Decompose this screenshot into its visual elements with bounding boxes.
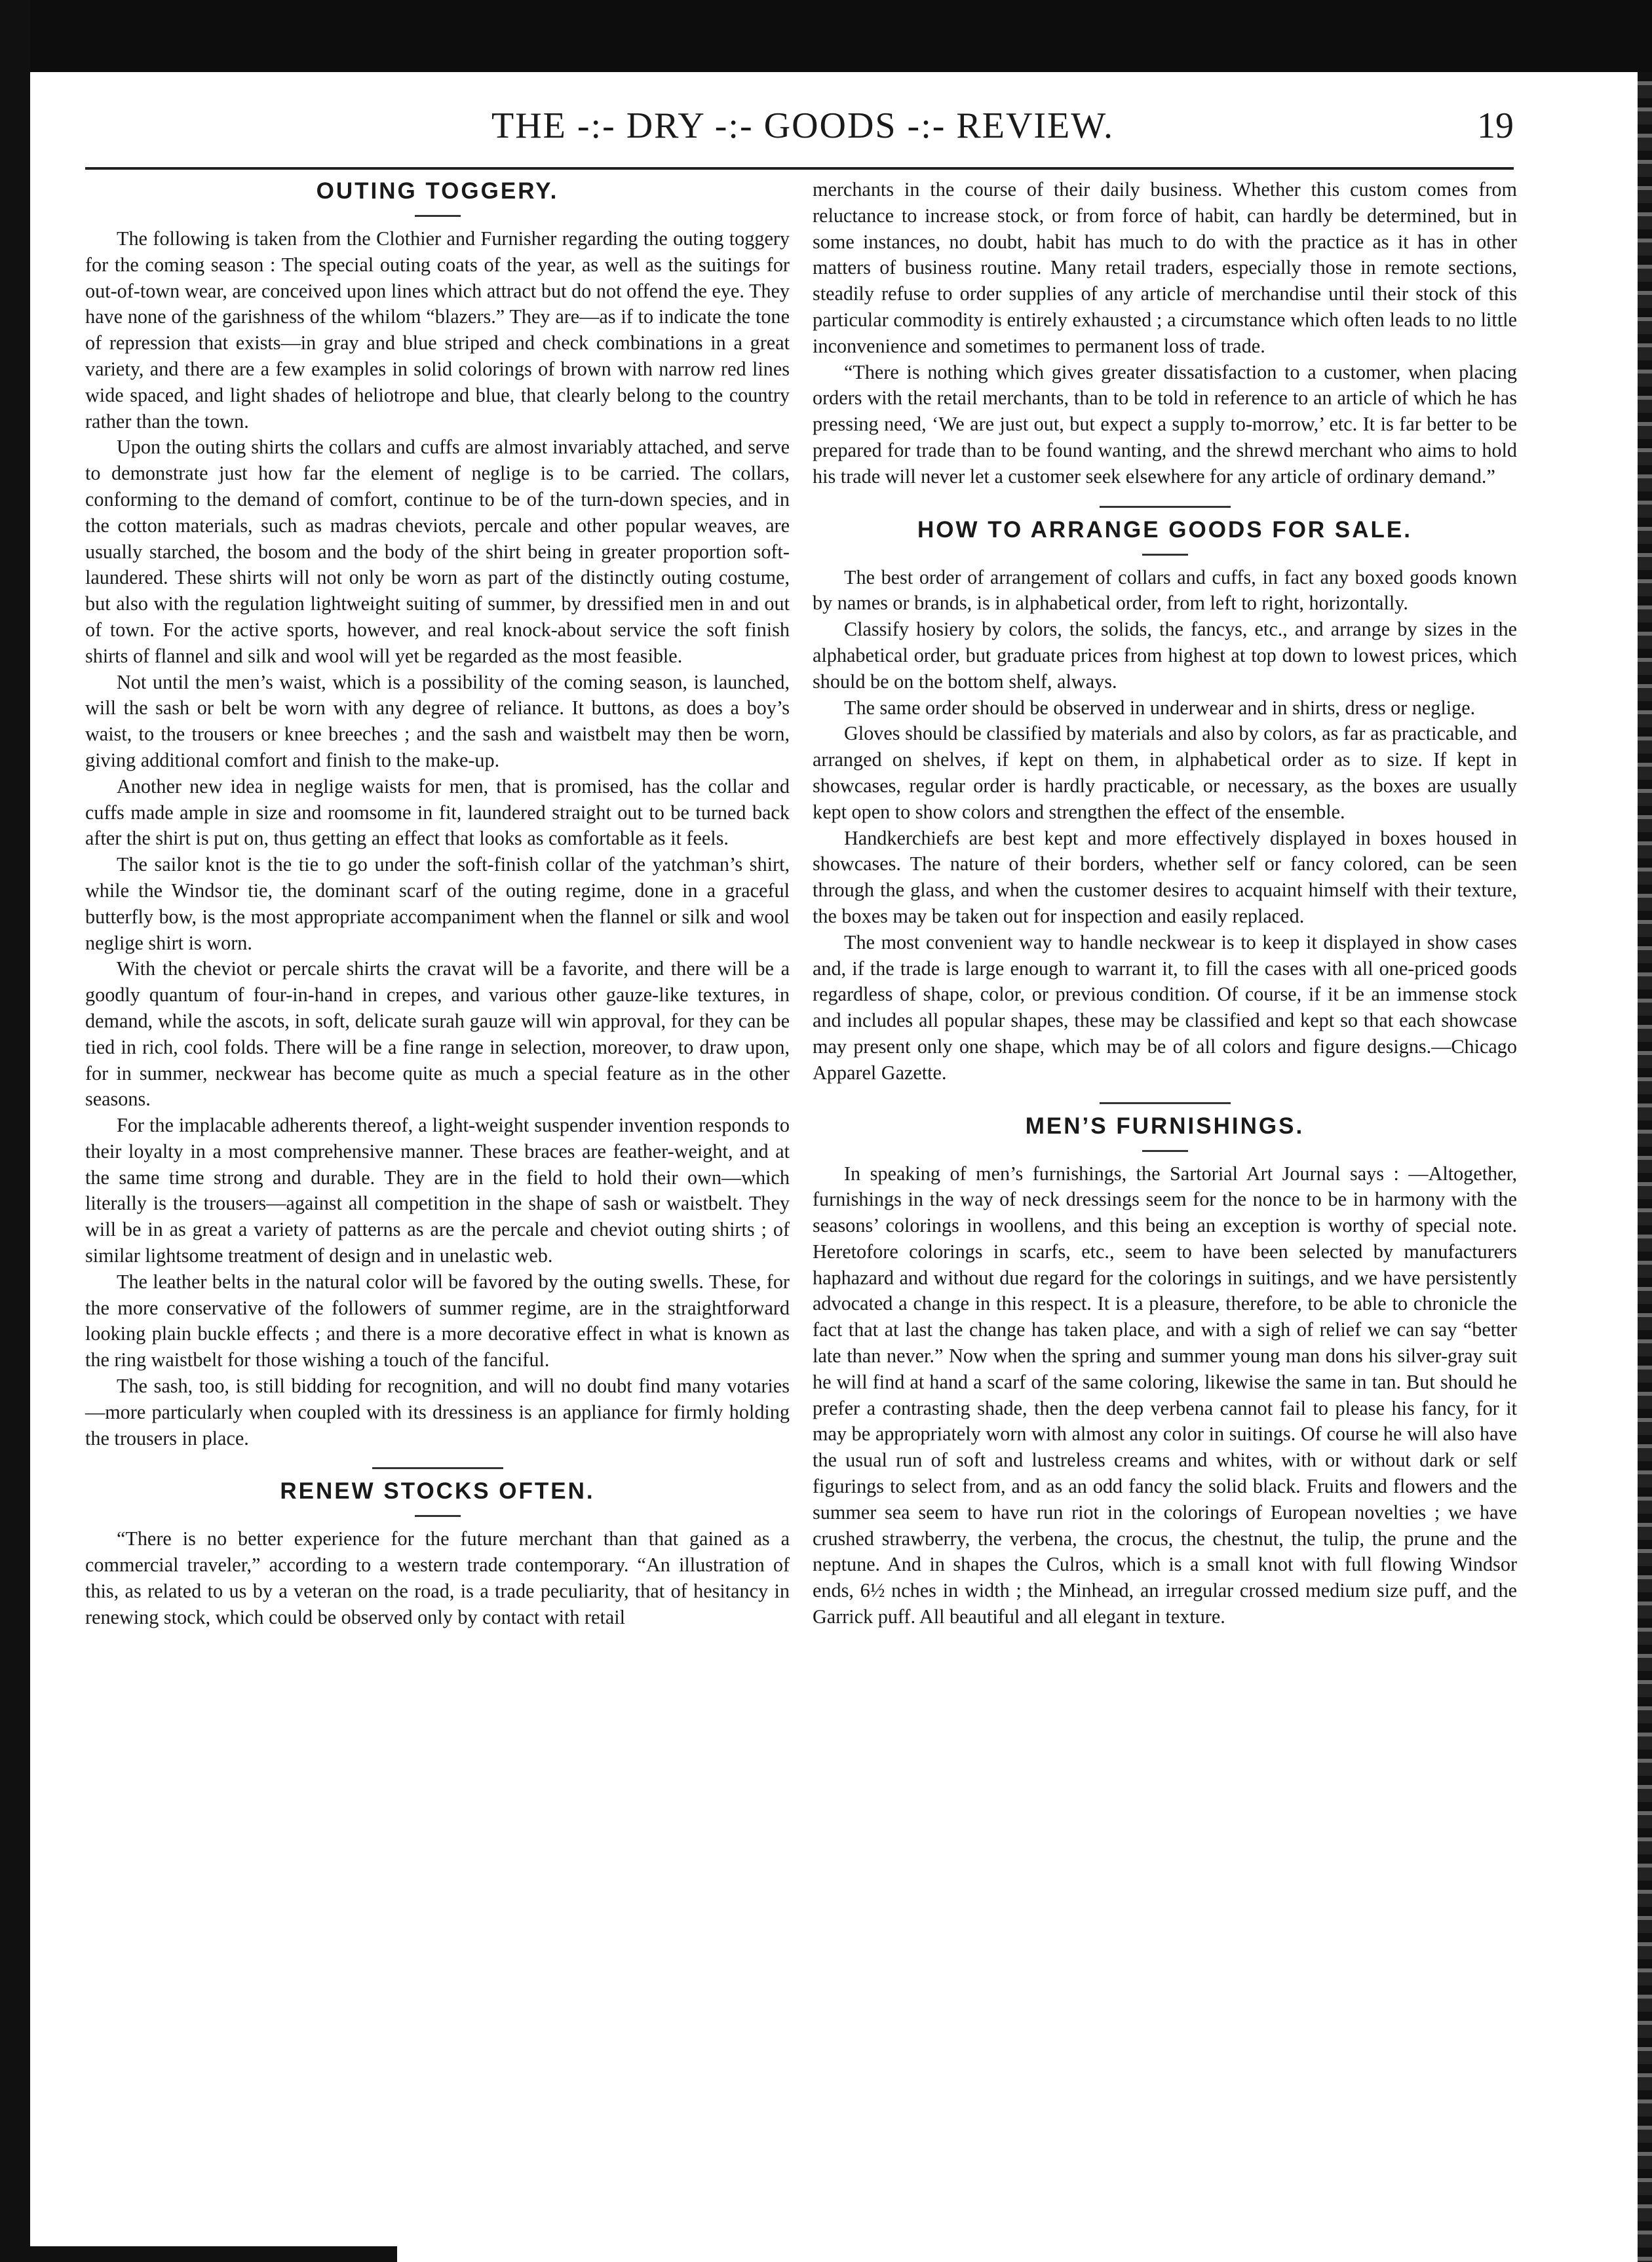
article-paragraph: Upon the outing shirts the collars and cuffs are almost invariably attached, and serve to demonstrate just how far the element of neglige is to be carried. The collars, conforming to the demand of comfort, continue to be of the turn-down species, and in the cotton materials, such as madras cheviots, percale and other popular weaves, are usually starched, the bosom and the body of the shirt being in greater proportion soft-laundered. These shirts will not only be worn as part of the distinctly outing costume, but also with the regulation lightweight suiting of summer, by dressified men in and out of town. For the active sports, however, and real knock-about service the soft finish shirts of flannel and silk and wool will yet be regarded as the most feasible. <box>85 436 790 667</box>
article-paragraph: Classify hosiery by colors, the solids, the fancys, etc., and arrange by sizes in the alphabetical order, but graduate prices from highest at top down to lowest prices, which should be on the bottom shelf, always. <box>813 618 1517 693</box>
article-outing-toggery <box>85 177 790 1451</box>
left-column <box>85 177 790 1631</box>
article-paragraph: The leather belts in the natural color will be favored by the outing swells. These, for the more conservative of the followers of summer regime, are in the straightforward looking plain buckle effects ; and there is a more decorative effect in what is known as the ring waistbelt for those wishing a touch of the fanciful. <box>85 1270 790 1371</box>
heading-rule <box>1142 1150 1188 1152</box>
article-paragraph: The most convenient way to handle neckwear is to keep it displayed in show cases and, if the trade is large enough to warrant it, to fill the cases with all one-priced goods regardless of shape, color, or previous condition. Of course, if it be an immense stock and includes all popular shapes, these may be classified and kept so that each showcase may present only one shape, which may be of all colors and figure designs.—Chicago Apparel Gazette. <box>813 930 1517 1084</box>
heading-rule <box>415 215 461 217</box>
article-heading: MEN’S FURNISHINGS. <box>1025 1113 1305 1139</box>
scan-left-border <box>0 0 30 2262</box>
page-header <box>85 105 1514 164</box>
article-heading: HOW TO ARRANGE GOODS FOR SALE. <box>917 516 1413 543</box>
scan-bottom-mark <box>30 2246 397 2262</box>
article-paragraph: Handkerchiefs are best kept and more effectively displayed in boxes housed in showcases. The nature of their borders, whether self or fancy colored, can be seen through the glass, and when the customer desires to acquaint himself with their texture, the boxes may be taken out for inspection and easily replaced. <box>813 826 1517 927</box>
scan-top-border <box>0 0 1652 72</box>
section-divider <box>1100 506 1231 508</box>
heading-rule <box>415 1515 461 1517</box>
scan-right-edge <box>1638 72 1652 2262</box>
masthead-title: THE -:- DRY -:- GOODS -:- REVIEW. <box>491 105 1114 146</box>
article-paragraph: In speaking of men’s furnishings, the Sartorial Art Journal says : —Altogether, furnishings in the way of neck dressings seem for the nonce to be in harmony with the seasons’ colorings in woollens, and this being an exception is worthy of special note. Heretofore colorings in scarfs, etc., seem to have been selected by manufacturers haphazard and without due regard for the colorings in suitings, and we have persistently advocated a change in this respect. It is a pleasure, therefore, to be able to chronicle the fact that at last the change has taken place, and with a sigh of relief we can say “better late than never.” Now when the spring and summer young man dons his silver-gray suit he will find at hand a scarf of the same coloring, likewise the same in tan. But should he prefer a contrasting shade, then the deep verbena cannot fail to please his fancy, for it may be appropriately worn with almost any color in suitings. Of course he will also have the usual run of soft and lustreless creams and whites, with or without dark or self figurings to select from, and as an odd fancy the solid black. Fruits and flowers and the summer sea seem to have run riot in the colorings of European novelties ; we have crushed strawberry, the verbena, the crocus, the chestnut, the tulip, the prune and the neptune. And in shapes the Culros, which is a small knot with full flowing Windsor ends, 6½ nches in width ; the Minhead, an irregular crossed medium size puff, and the Garrick puff. All beautiful and all elegant in texture. <box>813 1162 1517 1628</box>
article-paragraph: For the implacable adherents thereof, a light-weight suspender invention responds to their loyalty in a most comprehensive manner. These braces are feather-weight, and at the same time strong and durable. They are in the field to hold their own—which literally is the trousers—against all competition in the shape of sash or waistbelt. They will be in as great a variety of patterns as are the percale and cheviot outing shirts ; of similar lightsome treatment of design and in unelastic web. <box>85 1114 790 1267</box>
article-paragraph: With the cheviot or percale shirts the cravat will be a favorite, and there will be a goodly quantum of four-in-hand in crepes, and various other gauze-like textures, in demand, while the ascots, in soft, delicate surah gauze will win approval, for they can be tied in rich, cool folds. There will be a fine range in selection, moreover, to draw upon, for in summer, neckwear has become quite as much a special feature as in the other seasons. <box>85 957 790 1111</box>
article-paragraph: “There is nothing which gives greater dissatisfaction to a customer, when placing orders with the retail merchants, than to be told in reference to an article of which he has pressing need, ‘We are just out, but expect a supply to-morrow,’ etc. It is far better to be prepared for trade than to be found wanting, and the shrewd merchant who aims to hold his trade will never let a customer seek elsewhere for any article of ordinary demand.” <box>813 360 1517 488</box>
article-heading: RENEW STOCKS OFTEN. <box>280 1478 595 1505</box>
article-renew-stocks-continued <box>813 177 1517 490</box>
article-paragraph: The following is taken from the Clothier and Furnisher regarding the outing toggery for the coming season : The special outing coats of the year, as well as the suitings for out-of-town wear, are conceived upon lines which attract but do not offend the eye. They have none of the garishness of the whilom “blazers.” They are—as if to indicate the tone of repression that exists—in gray and blue striped and check combinations in a great variety, and there are a few examples in solid colorings of brown with narrow red lines wide spaced, and light shades of heliotrope and blue, that clearly belong to the country rather than the town. <box>85 227 790 432</box>
article-paragraph: The sailor knot is the tie to go under the soft-finish collar of the yatchman’s shirt, while the Windsor tie, the dominant scarf of the outing regime, done in a graceful butterfly bow, is the most appropriate accompaniment when the flannel or silk and wool neglige shirt is worn. <box>85 853 790 954</box>
article-paragraph: “There is no better experience for the future merchant than that gained as a commercial traveler,” according to a western trade contemporary. “An illustration of this, as related to us by a veteran on the road, is a trade peculiarity, that of hesitancy in renewing stock, which could be observed only by contact with retail <box>85 1527 790 1628</box>
article-paragraph: The sash, too, is still bidding for recognition, and will no doubt find many votaries—more particularly when coupled with its dressiness is an appliance for firmly holding the trousers in place. <box>85 1375 790 1449</box>
section-divider <box>1100 1102 1231 1104</box>
article-mens-furnishings <box>813 1112 1517 1630</box>
right-column <box>813 177 1517 1630</box>
article-heading: OUTING TOGGERY. <box>316 178 559 204</box>
article-arrange-goods <box>813 516 1517 1086</box>
header-rule <box>85 167 1514 170</box>
article-paragraph: merchants in the course of their daily business. Whether this custom comes from reluctance to increase stock, or from force of habit, can hardly be determined, but in some instances, no doubt, habit has much to do with the practice as it has in other matters of business routine. Many retail traders, especially those in remote sections, steadily refuse to order supplies of any article of merchandise until their stock of this particular commodity is entirely exhausted ; a circumstance which often leads to no little inconvenience and sometimes to permanent loss of trade. <box>813 178 1517 357</box>
article-paragraph: The same order should be observed in underwear and in shirts, dress or neglige. <box>844 696 1476 719</box>
article-renew-stocks <box>85 1477 790 1630</box>
heading-rule <box>1142 554 1188 556</box>
article-paragraph: Another new idea in neglige waists for men, that is promised, has the collar and cuffs made ample in size and roomsome in fit, laundered straight out to be turned back after the shirt is put on, thus getting an effect that looks as comfortable as it feels. <box>85 775 790 850</box>
article-paragraph: Not until the men’s waist, which is a possibility of the coming season, is launched, will the sash or belt be worn with any degree of reliance. It buttons, as does a boy’s waist, to the trousers or knee breeches ; and the sash and waistbelt may then be worn, giving additional comfort and finish to the make-up. <box>85 670 790 771</box>
section-divider <box>372 1467 503 1469</box>
article-paragraph: Gloves should be classified by materials and also by colors, as far as practicable, and arranged on shelves, if kept on them, in alphabetical order as to size. If kept in showcases, regular order is hardly practicable, or necessary, as the boxes are usually kept open to show colors and strengthen the effect of the ensemble. <box>813 722 1517 823</box>
page-number: 19 <box>1477 105 1514 146</box>
article-paragraph: The best order of arrangement of collars and cuffs, in fact any boxed goods known by names or brands, is in alphabetical order, from left to right, horizontally. <box>813 566 1517 615</box>
